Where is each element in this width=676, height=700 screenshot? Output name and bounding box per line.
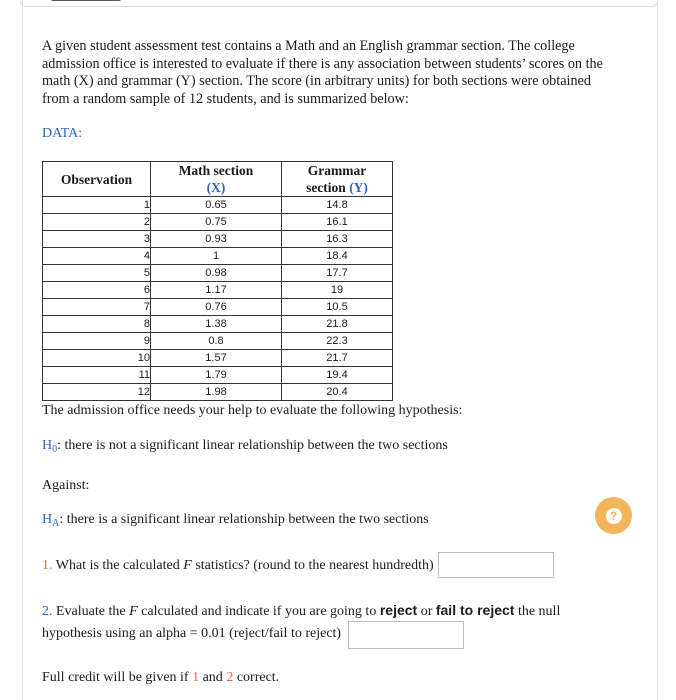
cell-observation — [43, 197, 151, 214]
table-row — [43, 384, 393, 401]
credit-one: 1 — [192, 670, 200, 685]
cell-math: 0.8 — [151, 333, 282, 350]
question-icon[interactable] — [595, 497, 632, 534]
question-1 — [42, 558, 434, 574]
cell-math: 0.65 — [151, 197, 282, 214]
cell-grammar: 22.3 — [282, 333, 393, 350]
cell-grammar: 17.7 — [282, 265, 393, 282]
q1-text-a: What is the calculated — [52, 558, 184, 573]
credit-two: 2 — [226, 670, 234, 685]
q2-answer-input[interactable] — [348, 621, 464, 649]
table-row — [43, 248, 393, 265]
ha-label — [42, 512, 59, 527]
header-observation: Observation — [43, 162, 151, 197]
cell-grammar: 21.7 — [282, 350, 393, 367]
cell-observation — [43, 316, 151, 333]
q2-f: F — [129, 604, 138, 619]
header-math-line2: (X) — [206, 180, 226, 195]
cell-math: 1.79 — [151, 367, 282, 384]
q1-answer-input[interactable] — [438, 552, 554, 578]
cell-grammar: 19 — [282, 282, 393, 299]
credit-note — [42, 670, 279, 686]
table-row — [43, 367, 393, 384]
h0-label — [42, 438, 57, 453]
cell-observation — [43, 231, 151, 248]
cell-math: 0.76 — [151, 299, 282, 316]
cell-math: 1 — [151, 248, 282, 265]
cell-observation — [43, 384, 151, 401]
q1-f: F — [183, 558, 192, 573]
question-2-line1 — [42, 602, 560, 620]
observation-number: 12 — [137, 386, 150, 398]
table-row — [43, 333, 393, 350]
ha-sub: A — [52, 518, 60, 529]
cell-grammar: 20.4 — [282, 384, 393, 401]
panel-border-right — [657, 0, 658, 700]
table-row — [43, 231, 393, 248]
cell-grammar: 16.3 — [282, 231, 393, 248]
alt-hypothesis — [42, 512, 429, 529]
cell-grammar: 14.8 — [282, 197, 393, 214]
h0-sub: 0 — [52, 444, 58, 455]
observation-number: 11 — [138, 369, 150, 381]
header-math — [151, 162, 282, 197]
ha-h: H — [42, 512, 53, 527]
q2-fail: fail to reject — [435, 602, 515, 618]
intro-paragraph: A given student assessment test contains a Math and an English grammar section. The college admission office is interested to evaluate if there is any association between students’ scores on the math (X) and grammar (Y) section. The score (in arbitrary units) for both sections were obtained from a random sample of 12 students, and is summarized below: — [42, 38, 603, 107]
table-row — [43, 350, 393, 367]
cell-grammar: 10.5 — [282, 299, 393, 316]
observation-number: 4 — [143, 250, 150, 262]
q1-text-b: statistics? (round to the nearest hundredth) — [191, 558, 434, 573]
h0-text: : there is not a significant linear relationship between the two sections — [57, 438, 448, 453]
table-row — [43, 265, 393, 282]
cell-observation — [43, 350, 151, 367]
cell-observation — [43, 299, 151, 316]
cell-observation — [43, 333, 151, 350]
cell-math: 0.98 — [151, 265, 282, 282]
top-panel-edge — [20, 0, 658, 7]
hypothesis-intro: The admission office needs your help to evaluate the following hypothesis: — [42, 403, 463, 418]
header-grammar-y: (Y) — [349, 180, 368, 195]
header-grammar — [282, 162, 393, 197]
against-label: Against: — [42, 478, 90, 493]
q2-or: or — [417, 604, 436, 619]
cell-grammar: 21.8 — [282, 316, 393, 333]
panel-border-left — [22, 0, 23, 700]
cell-grammar: 16.1 — [282, 214, 393, 231]
observation-number: 10 — [137, 352, 150, 364]
cell-grammar: 18.4 — [282, 248, 393, 265]
cell-math: 1.17 — [151, 282, 282, 299]
question-2-line2: hypothesis using an alpha = 0.01 (reject/fail to reject) — [42, 626, 342, 641]
credit-b: correct. — [233, 670, 280, 685]
observation-number: 7 — [143, 301, 150, 313]
cell-math: 0.75 — [151, 214, 282, 231]
observation-number: 6 — [143, 284, 150, 296]
credit-a: Full credit will be given if — [42, 670, 193, 685]
table-row — [43, 197, 393, 214]
data-table — [42, 161, 393, 401]
data-label: DATA: — [42, 126, 83, 141]
cell-math: 1.38 — [151, 316, 282, 333]
cell-math: 1.57 — [151, 350, 282, 367]
q2-text-c: the null — [514, 604, 561, 619]
cell-observation — [43, 248, 151, 265]
table-header-row — [43, 162, 393, 197]
observation-number: 3 — [143, 233, 150, 245]
table-row — [43, 214, 393, 231]
q2-text-b: calculated and indicate if you are going to — [137, 604, 380, 619]
q2-number: 2. — [42, 604, 53, 619]
cell-math: 0.93 — [151, 231, 282, 248]
cell-observation — [43, 282, 151, 299]
q2-text-a: Evaluate the — [52, 604, 130, 619]
observation-number: 8 — [143, 318, 150, 330]
q1-number: 1. — [42, 558, 53, 573]
cell-math: 1.98 — [151, 384, 282, 401]
header-grammar-section: section — [306, 180, 346, 195]
q2-reject: reject — [379, 602, 418, 618]
table-row — [43, 299, 393, 316]
credit-and: and — [199, 670, 227, 685]
cell-grammar: 19.4 — [282, 367, 393, 384]
question-mark-glyph: ? — [606, 508, 622, 524]
h0-h: H — [42, 438, 53, 453]
observation-number: 9 — [143, 335, 150, 347]
cell-observation — [43, 214, 151, 231]
observation-number: 1 — [143, 199, 150, 211]
ha-text: : there is a significant linear relationship between the two sections — [59, 512, 429, 527]
header-grammar-line1: Grammar — [307, 163, 367, 178]
table-row — [43, 316, 393, 333]
cell-observation — [43, 265, 151, 282]
header-math-line1: Math section — [178, 163, 254, 178]
observation-number: 5 — [143, 267, 150, 279]
observation-number: 2 — [143, 216, 150, 228]
cell-observation — [43, 367, 151, 384]
cut-off-heading — [51, 0, 121, 1]
table-row — [43, 282, 393, 299]
header-grammar-line2 — [282, 179, 392, 196]
null-hypothesis — [42, 438, 448, 455]
